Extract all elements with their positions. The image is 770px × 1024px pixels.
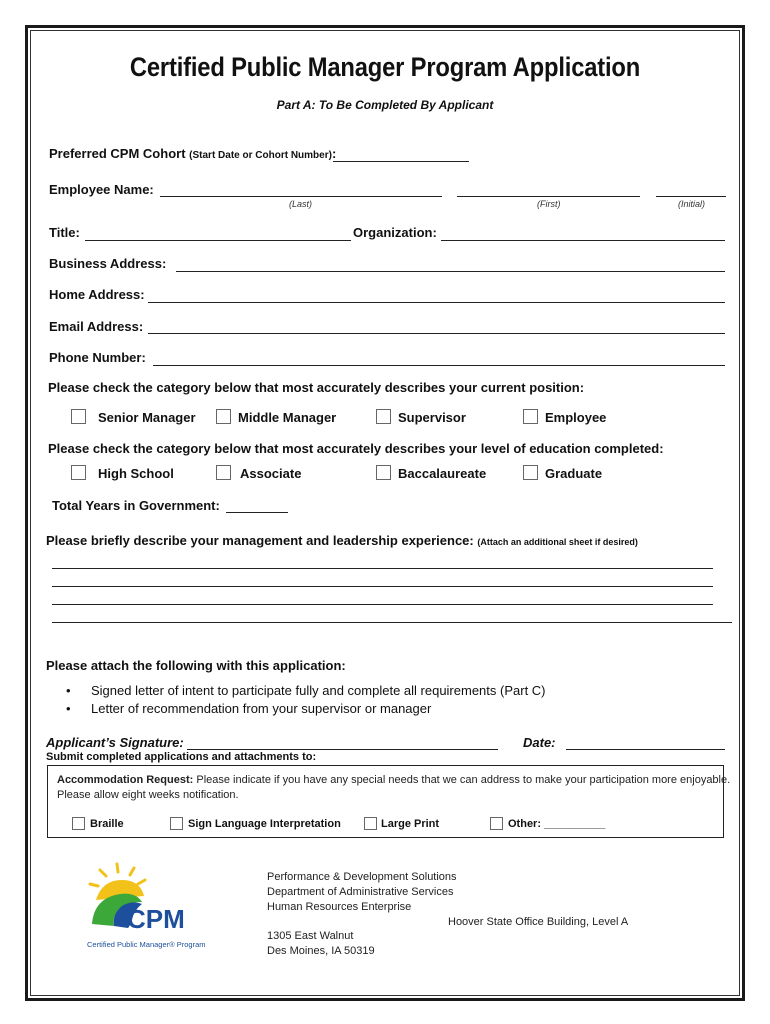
address-line-2: Department of Administrative Services — [267, 886, 454, 898]
employee-checkbox[interactable] — [523, 409, 538, 424]
supervisor-checkbox[interactable] — [376, 409, 391, 424]
large-print-checkbox[interactable] — [364, 817, 377, 830]
initial-hint: (Initial) — [678, 199, 706, 209]
home-address-label: Home Address: — [49, 287, 145, 302]
signature-label: Applicant’s Signature: — [46, 735, 184, 750]
high-school-checkbox[interactable] — [71, 465, 86, 480]
first-name-field[interactable] — [457, 196, 640, 197]
bullet-icon: • — [66, 701, 71, 716]
experience-line-2[interactable] — [52, 586, 713, 587]
page-title: Certified Public Manager Program Application — [129, 52, 641, 82]
sign-language-label: Sign Language Interpretation — [188, 818, 341, 830]
middle-manager-checkbox[interactable] — [216, 409, 231, 424]
signature-field[interactable] — [187, 749, 498, 750]
address-street: 1305 East Walnut — [267, 930, 354, 942]
graduate-label: Graduate — [545, 466, 603, 481]
position-prompt: Please check the category below that most accurately describes your current position: — [48, 380, 585, 395]
years-field[interactable] — [226, 512, 288, 513]
cpm-logo-icon — [78, 862, 208, 957]
experience-line-4[interactable] — [52, 622, 732, 623]
date-label: Date: — [523, 735, 556, 750]
address-building: Hoover State Office Building, Level A — [448, 916, 629, 928]
attach-prompt: Please attach the following with this application: — [46, 658, 346, 673]
experience-prompt: Please briefly describe your management and leadership experience: (Attach an additional sheet if desired) — [46, 533, 638, 548]
business-address-label: Business Address: — [49, 256, 167, 271]
other-checkbox[interactable] — [490, 817, 503, 830]
address-city: Des Moines, IA 50319 — [267, 945, 375, 957]
date-field[interactable] — [566, 749, 725, 750]
graduate-checkbox[interactable] — [523, 465, 538, 480]
email-address-label: Email Address: — [49, 319, 144, 334]
education-prompt: Please check the category below that most accurately describes your level of education completed: — [48, 441, 664, 456]
logo-text: CPM — [127, 904, 185, 934]
page-subtitle: Part A: To Be Completed By Applicant — [276, 98, 494, 112]
title-label: Title: — [49, 225, 80, 240]
associate-checkbox[interactable] — [216, 465, 231, 480]
braille-label: Braille — [90, 818, 124, 830]
employee-name-label: Employee Name: — [49, 182, 154, 197]
cpm-logo — [78, 862, 208, 957]
address-line-3: Human Resources Enterprise — [267, 901, 412, 913]
phone-number-label: Phone Number: — [49, 350, 146, 365]
email-address-field[interactable] — [148, 333, 725, 334]
baccalaureate-checkbox[interactable] — [376, 465, 391, 480]
experience-line-3[interactable] — [52, 604, 713, 605]
middle-manager-label: Middle Manager — [238, 410, 337, 425]
initial-field[interactable] — [656, 196, 726, 197]
senior-manager-checkbox[interactable] — [71, 409, 86, 424]
submit-text: Submit completed applications and attachments to: — [46, 751, 317, 763]
organization-label: Organization: — [353, 225, 437, 240]
first-hint: (First) — [537, 199, 561, 209]
braille-checkbox[interactable] — [72, 817, 85, 830]
logo-caption: Certified Public Manager® Program — [87, 940, 206, 949]
senior-manager-label: Senior Manager — [98, 410, 196, 425]
cohort-field[interactable] — [333, 161, 469, 162]
high-school-label: High School — [98, 466, 174, 481]
accommodation-text: Accommodation Request: Please indicate if you have any special needs that we can address to make your participation more enjoyable. — [57, 774, 731, 786]
inner-frame — [30, 30, 740, 996]
title-field[interactable] — [85, 240, 351, 241]
attach-item-1: Signed letter of intent to participate fully and complete all requirements (Part C) — [91, 683, 546, 698]
accommodation-box — [47, 765, 731, 838]
years-label: Total Years in Government: — [52, 498, 220, 513]
associate-label: Associate — [240, 466, 302, 481]
address-line-1: Performance & Development Solutions — [267, 871, 457, 883]
other-label: Other: __________ — [508, 818, 606, 830]
employee-label: Employee — [545, 410, 607, 425]
phone-number-field[interactable] — [153, 365, 725, 366]
baccalaureate-label: Baccalaureate — [398, 466, 487, 481]
home-address-field[interactable] — [148, 302, 725, 303]
attach-item-2: Letter of recommendation from your supervisor or manager — [91, 701, 432, 716]
experience-line-1[interactable] — [52, 568, 713, 569]
sign-language-checkbox[interactable] — [170, 817, 183, 830]
business-address-field[interactable] — [176, 271, 725, 272]
organization-field[interactable] — [441, 240, 725, 241]
large-print-label: Large Print — [381, 818, 440, 830]
cohort-label: Preferred CPM Cohort (Start Date or Cohort Number): — [49, 146, 337, 161]
accommodation-note: Please allow eight weeks notification. — [57, 789, 239, 801]
bullet-icon: • — [66, 683, 71, 698]
last-hint: (Last) — [289, 199, 313, 209]
supervisor-label: Supervisor — [398, 410, 466, 425]
last-name-field[interactable] — [160, 196, 442, 197]
